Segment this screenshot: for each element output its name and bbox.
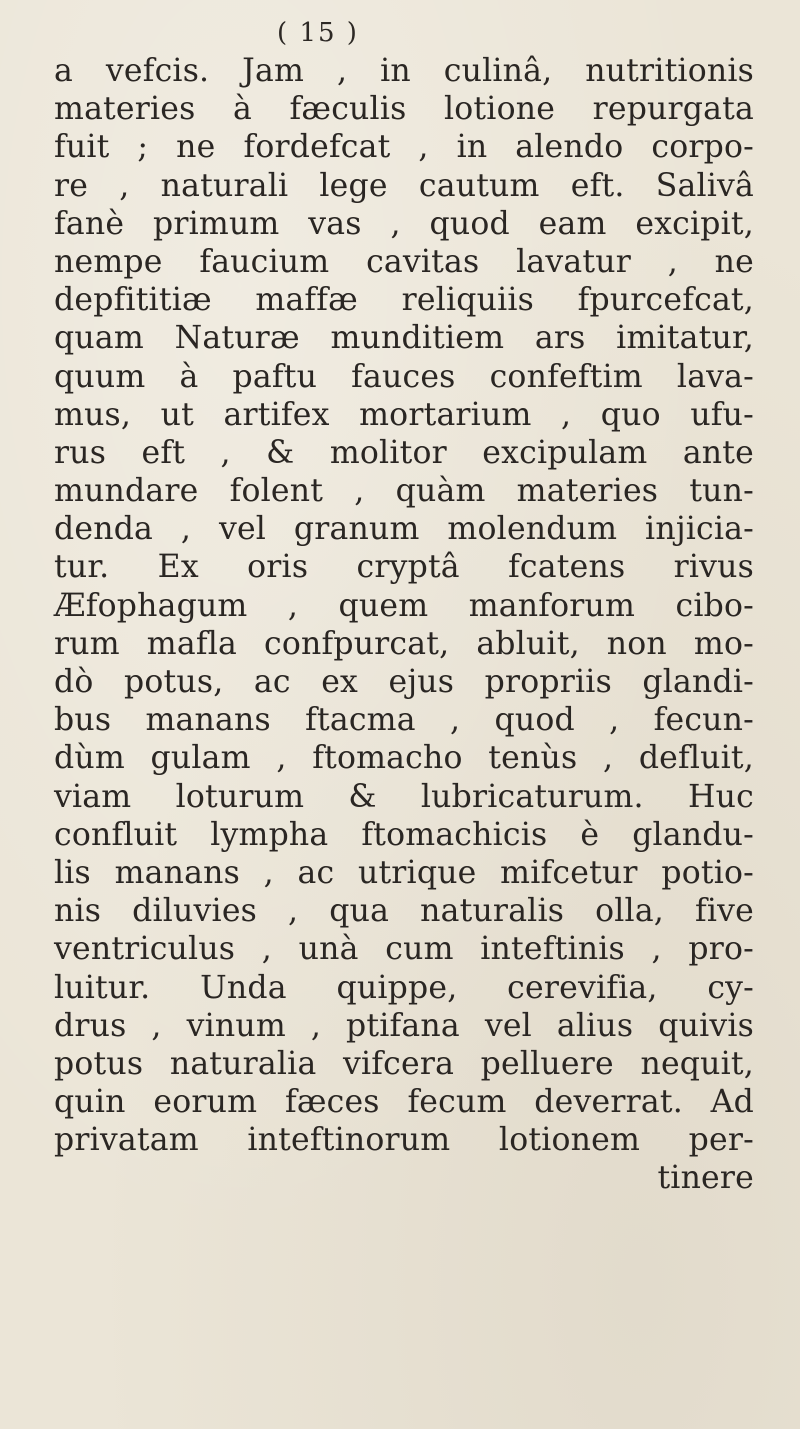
text-line: nis diluvies , qua naturalis olla, five (54, 893, 754, 930)
text-line: tur. Ex oris cryptâ fcatens rivus (54, 549, 754, 586)
text-line: rum mafla confpurcat, abluit, non mo- (54, 625, 754, 662)
catchword: tinere (657, 1160, 754, 1197)
text-line: drus , vinum , ptifana vel alius quivis (54, 1007, 754, 1044)
text-line: Æfophagum , quem manforum cibo- (54, 587, 754, 624)
text-line: quam Naturæ munditiem ars imitatur, (54, 320, 754, 357)
text-line: mus, ut artifex mortarium , quo ufu- (54, 396, 754, 433)
text-line: a vefcis. Jam , in culinâ, nutritionis (54, 53, 754, 89)
text-line: dò potus, ac ex ejus propriis glandi- (54, 664, 754, 700)
text-line: rus eft , & molitor excipulam ante (54, 434, 754, 471)
text-line: confluit lympha ftomachicis è glandu- (54, 816, 754, 853)
text-line: depfititiæ maffæ reliquiis fpurcefcat, (54, 282, 754, 319)
text-line: lis manans , ac utrique mifcetur potio- (54, 854, 754, 891)
text-line: fanè primum vas , quod eam excipit, (54, 205, 754, 242)
text-line: mundare folent , quàm materies tun- (54, 473, 754, 510)
text-line: luitur. Unda quippe, cerevifia, cy- (54, 969, 754, 1006)
text-line: potus naturalia vifcera pelluere nequit, (54, 1045, 754, 1082)
text-line: ventriculus , unà cum inteftinis , pro- (54, 931, 754, 968)
text-line: fuit ; ne fordefcat , in alendo corpo- (54, 129, 754, 166)
text-line: quum à paftu fauces confeftim lava- (54, 358, 754, 395)
text-line: privatam inteftinorum lotionem per- (54, 1122, 754, 1159)
text-line: quin eorum fæces fecum deverrat. Ad (54, 1084, 754, 1121)
text-line: bus manans ftacma , quod , fecun- (54, 702, 754, 739)
text-line: materies à fæculis lotione repurgata (54, 91, 754, 128)
page-number: ( 15 ) (277, 18, 359, 48)
text-line: denda , vel granum molendum injicia- (54, 511, 754, 548)
text-line: viam loturum & lubricaturum. Huc (54, 778, 754, 815)
text-line: dùm gulam , ftomacho tenùs , defluit, (54, 740, 754, 777)
text-line: re , naturali lege cautum eft. Salivâ (54, 167, 754, 204)
body-text (54, 52, 754, 1198)
text-line: nempe faucium cavitas lavatur , ne (54, 243, 754, 280)
